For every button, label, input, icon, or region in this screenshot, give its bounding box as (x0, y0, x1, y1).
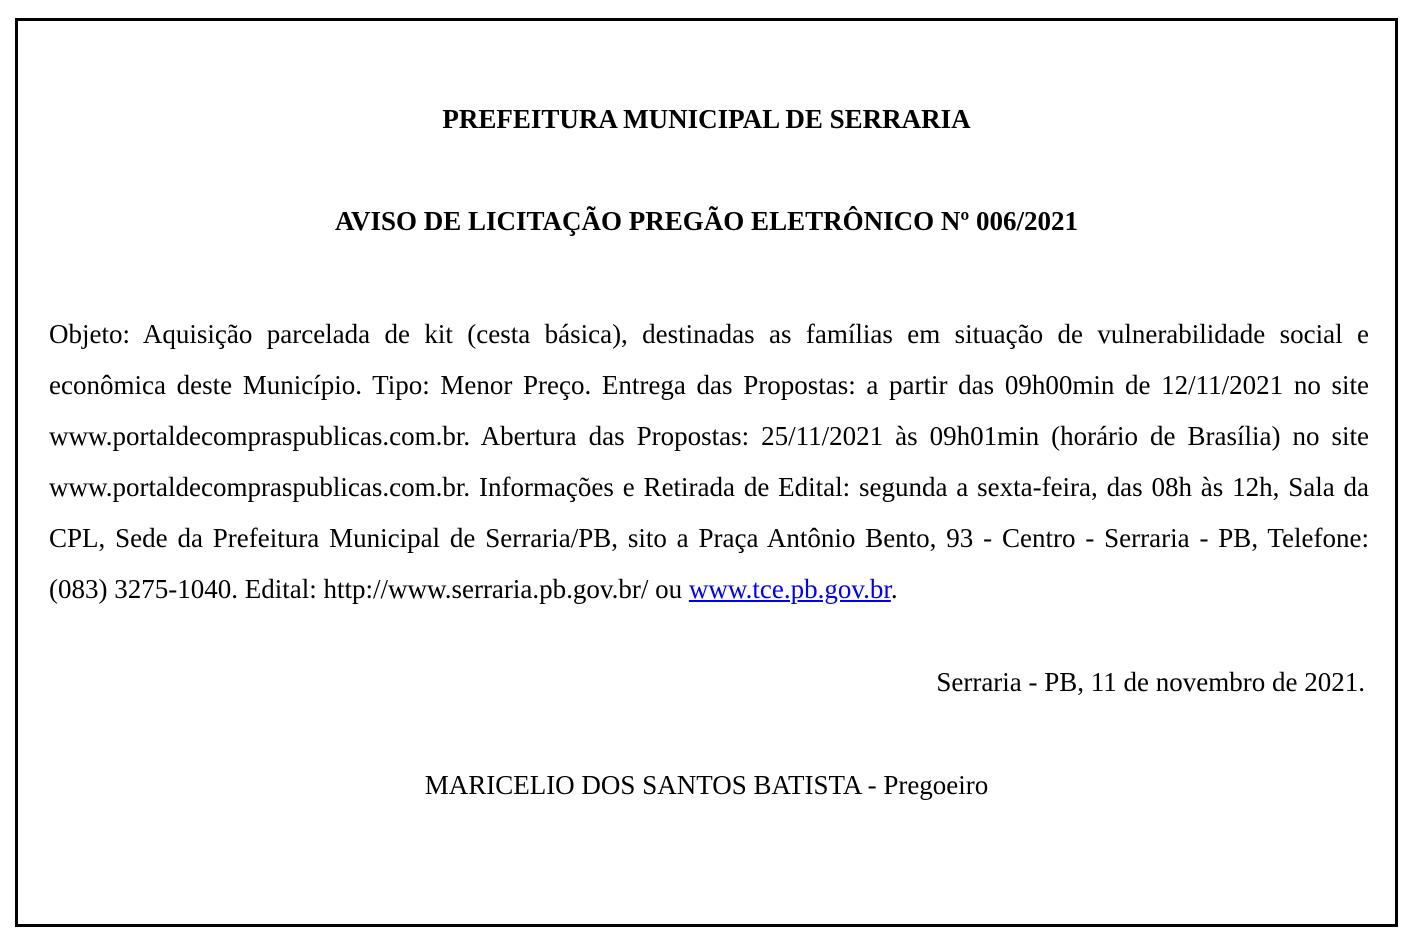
notice-title: AVISO DE LICITAÇÃO PREGÃO ELETRÔNICO Nº 006/2021 (334, 206, 1079, 236)
notice-body (49, 309, 1369, 615)
notice-body-text: Objeto: Aquisição parcelada de kit (cesta básica), destinadas as famílias em situação de vulnerabilidade social e econômica deste Município. Tipo: Menor Preço. Entrega das Propostas: a partir das 09h00min de 12/11/2021 no site www.portaldecompraspublicas.com.br. Abertura das Propostas: 25/11/2021 às 09h01min (horário de Brasília) no site www.portaldecompraspublicas.com.br. Informações e Retirada de Edital: segunda a sexta-feira, das 08h às 12h, Sala da CPL, Sede da Prefeitura Municipal de Serraria/PB, sito a Praça Antônio Bento, 93 - Centro - Serraria - PB, Telefone: (083) 3275-1040. Edital: http://www.serraria.pb.gov.br/ ou (49, 319, 1369, 604)
signature-line: MARICELIO DOS SANTOS BATISTA - Pregoeiro (424, 770, 989, 800)
organization-heading: PREFEITURA MUNICIPAL DE SERRARIA (442, 104, 971, 134)
tce-link[interactable]: www.tce.pb.gov.br (688, 574, 891, 604)
notice-frame (15, 18, 1398, 927)
notice-body-end: . (890, 574, 898, 604)
date-line: Serraria - PB, 11 de novembro de 2021. (936, 667, 1365, 697)
